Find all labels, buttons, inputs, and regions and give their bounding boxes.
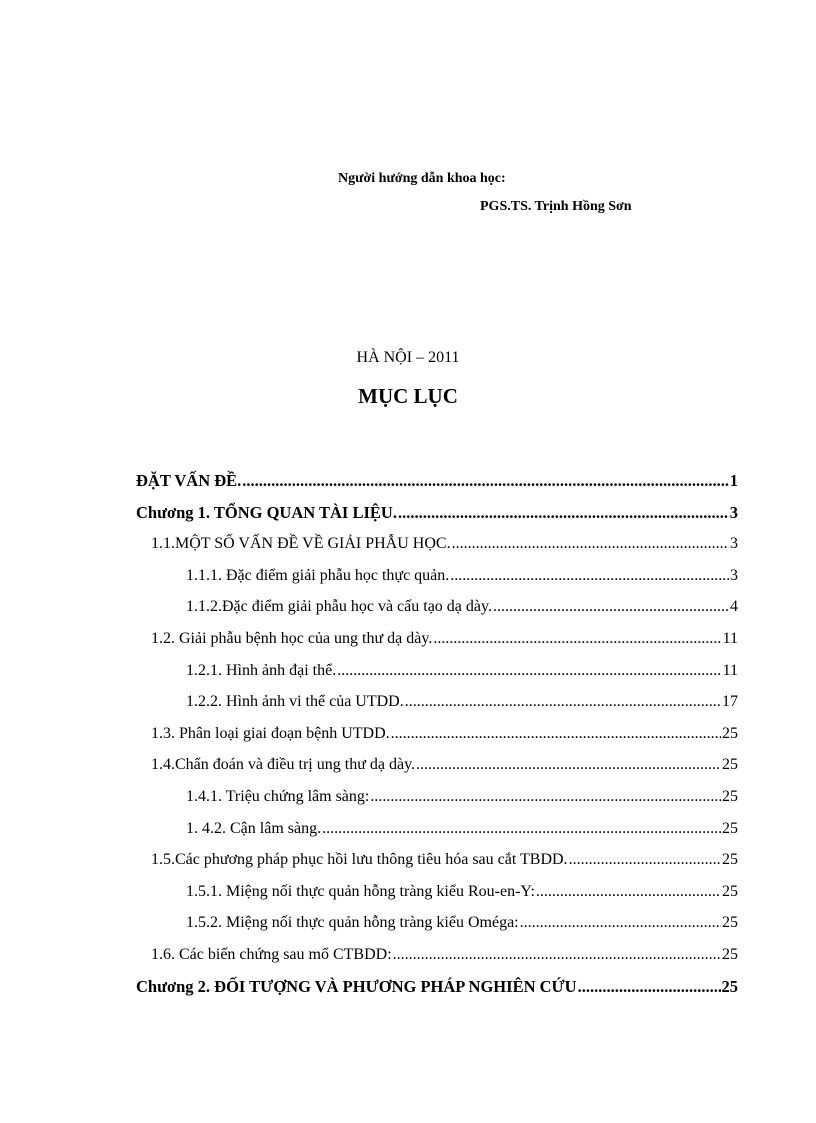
toc-entry-text: 1.2. Giải phẫu bệnh học của ung thư dạ dày. xyxy=(151,629,433,647)
toc-dot-leader xyxy=(450,560,729,592)
toc-entry-page: 3 xyxy=(729,502,738,522)
toc-entry xyxy=(136,686,738,718)
toc-entry xyxy=(136,876,738,908)
toc-entry-text: Chương 1. TỔNG QUAN TÀI LIỆU. xyxy=(136,502,397,522)
toc-entry xyxy=(136,655,738,687)
toc-dot-leader xyxy=(393,939,721,971)
toc-entry-page: 11 xyxy=(722,661,738,679)
toc-entry-page: 25 xyxy=(722,787,738,805)
toc-entry-text: 1.3. Phân loại giai đoạn bệnh UTDD. xyxy=(151,724,390,742)
toc-entry-text: Chương 2. ĐỐI TƯỢNG VÀ PHƯƠNG PHÁP NGHIÊN CỨU xyxy=(136,976,577,996)
toc-dot-leader xyxy=(433,623,721,655)
toc-entry-text: 1.1.MỘT SỐ VẤN ĐỀ VỀ GIẢI PHẪU HỌC. xyxy=(151,535,451,553)
toc-entry-page: 25 xyxy=(722,914,738,932)
toc-entry-page: 3 xyxy=(730,535,738,553)
toc-entry xyxy=(136,560,738,592)
toc-entry-page: 25 xyxy=(721,976,738,996)
toc-entry xyxy=(136,749,738,781)
toc-entry-text: 1.5.2. Miệng nối thực quản hỗng tràng kiểu Oméga: xyxy=(186,914,519,932)
toc-dot-leader xyxy=(520,907,721,939)
toc-entry-page: 11 xyxy=(722,629,738,647)
toc-dot-leader xyxy=(405,686,721,718)
toc-entry-text: 1. 4.2. Cận lâm sàng. xyxy=(186,819,322,837)
toc-dot-leader xyxy=(536,876,721,908)
toc-entry xyxy=(136,781,738,813)
table-of-contents xyxy=(136,465,738,1002)
toc-entry-text: 1.6. Các biến chứng sau mổ CTBDD: xyxy=(151,945,392,963)
toc-entry xyxy=(136,939,738,971)
toc-dot-leader xyxy=(322,813,721,845)
toc-entry xyxy=(136,623,738,655)
toc-dot-leader xyxy=(370,781,721,813)
toc-dot-leader xyxy=(569,844,721,876)
toc-entry-page: 25 xyxy=(722,945,738,963)
toc-dot-leader xyxy=(242,465,728,497)
toc-entry-page: 1 xyxy=(729,471,738,490)
toc-title: MỤC LỤC xyxy=(358,384,458,408)
toc-dot-leader xyxy=(416,749,721,781)
toc-dot-leader xyxy=(398,497,729,529)
toc-entry-page: 25 xyxy=(722,756,738,774)
advisor-label: Người hướng dẫn khoa học: xyxy=(338,171,506,186)
toc-dot-leader xyxy=(337,655,721,687)
toc-entry-page: 25 xyxy=(722,882,738,900)
toc-entry-text: 1.2.1. Hình ảnh đại thể. xyxy=(186,661,337,679)
toc-entry xyxy=(136,813,738,845)
toc-entry xyxy=(136,528,738,560)
toc-entry-text: 1.5.1. Miệng nối thực quản hỗng tràng kiểu Rou-en-Y: xyxy=(186,882,535,900)
toc-entry xyxy=(136,718,738,750)
toc-entry xyxy=(136,844,738,876)
toc-entry-page: 17 xyxy=(722,693,738,711)
toc-entry-text: 1.4.1. Triệu chứng lâm sàng: xyxy=(186,787,370,805)
toc-entry-text: 1.5.Các phương pháp phục hồi lưu thông tiêu hóa sau cắt TBDD. xyxy=(151,851,568,869)
toc-entry-page: 25 xyxy=(722,851,738,869)
toc-entry-text: 1.1.2.Đặc điểm giải phẫu học và cấu tạo dạ dày. xyxy=(186,598,492,616)
toc-entry-page: 25 xyxy=(722,724,738,742)
toc-entry xyxy=(136,907,738,939)
toc-entry-page: 3 xyxy=(730,566,738,584)
toc-entry-page: 4 xyxy=(730,598,738,616)
toc-entry-text: 1.2.2. Hình ảnh vi thể của UTDD. xyxy=(186,693,404,711)
toc-entry xyxy=(136,497,738,529)
toc-entry xyxy=(136,591,738,623)
toc-dot-leader xyxy=(578,971,721,1003)
toc-dot-leader xyxy=(493,591,729,623)
toc-dot-leader xyxy=(391,718,721,750)
toc-entry-page: 25 xyxy=(722,819,738,837)
place-year: HÀ NỘI – 2011 xyxy=(356,349,460,366)
toc-dot-leader xyxy=(452,528,729,560)
toc-entry-text: 1.1.1. Đặc điểm giải phẫu học thực quản. xyxy=(186,566,450,584)
toc-entry-text: ĐẶT VẤN ĐỀ. xyxy=(136,471,242,490)
advisor-name: PGS.TS. Trịnh Hồng Sơn xyxy=(480,199,632,214)
toc-entry xyxy=(136,971,738,1003)
toc-entry-text: 1.4.Chẩn đoán và điều trị ung thư dạ dày. xyxy=(151,756,416,774)
toc-entry xyxy=(136,465,738,497)
